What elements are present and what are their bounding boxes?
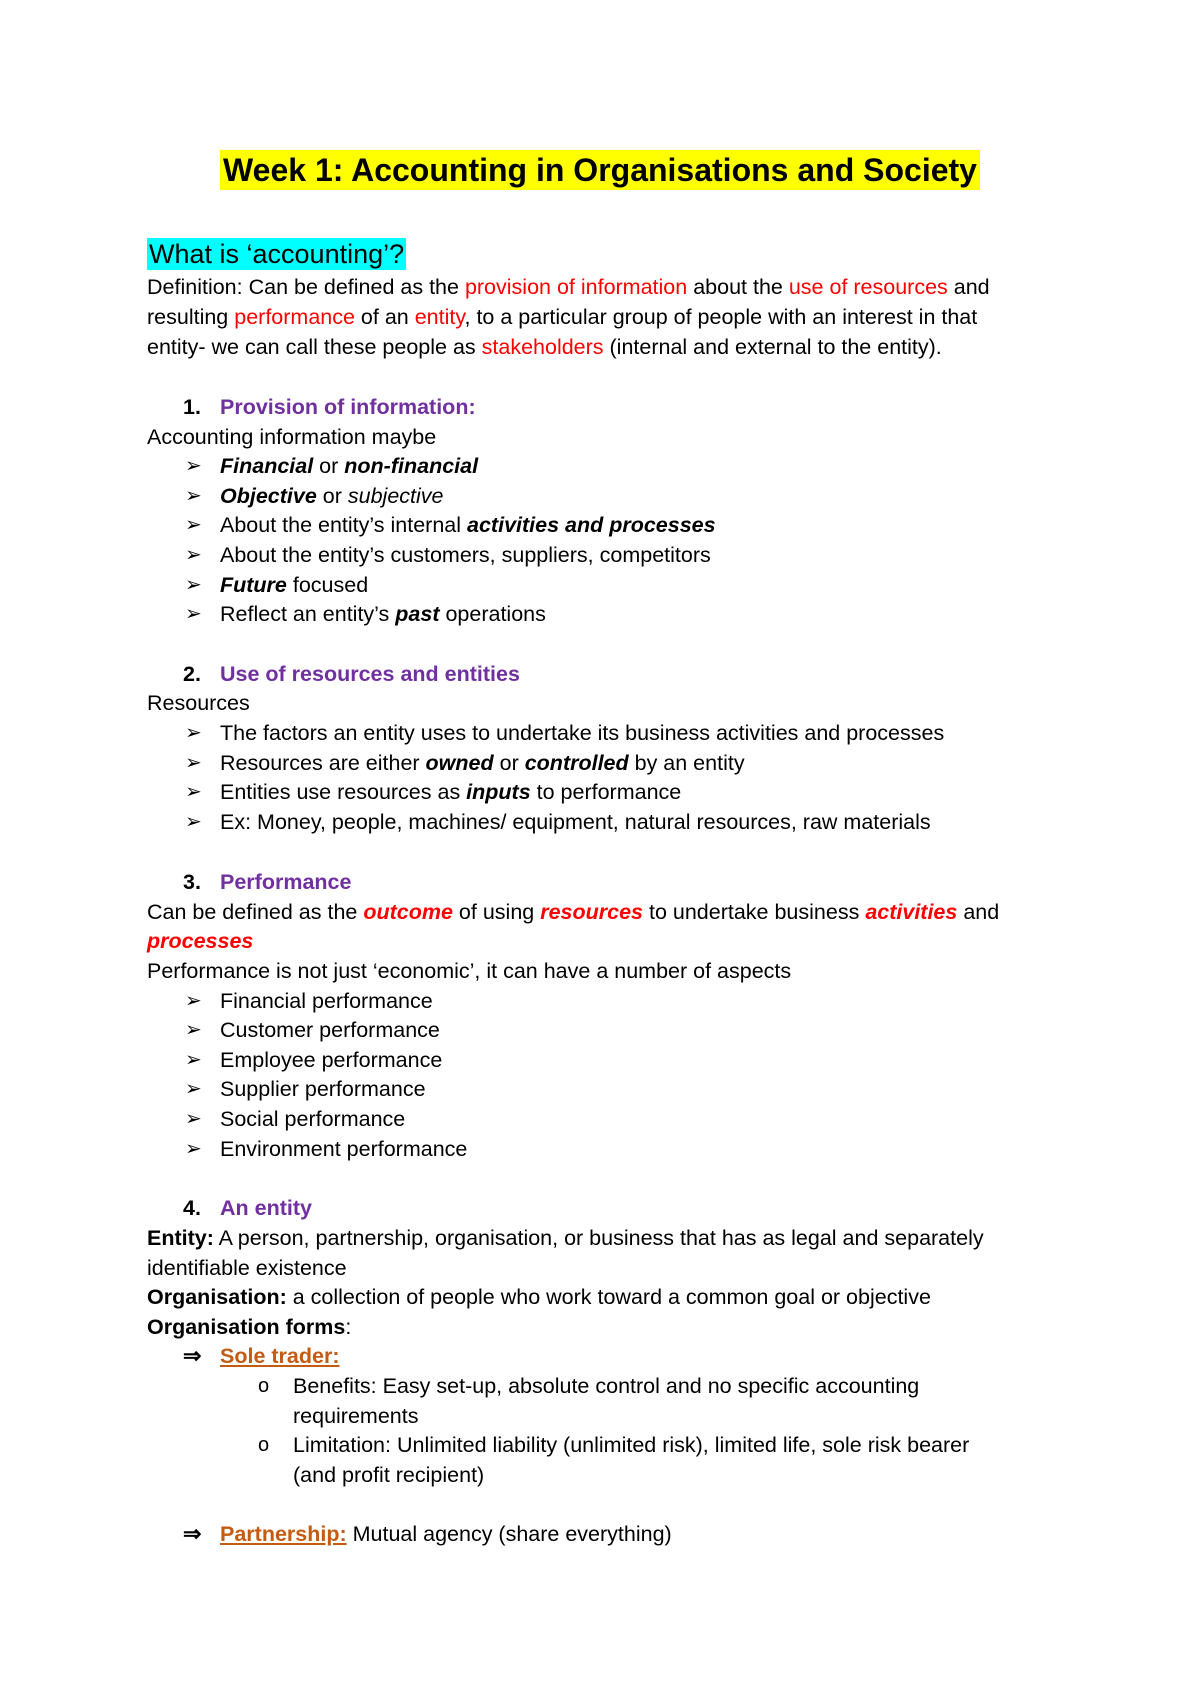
definition-line-1: [147, 273, 990, 301]
text: Objective: [220, 484, 317, 508]
text: About the entity’s internal: [220, 513, 468, 537]
double-arrow-icon: ⇒: [183, 1343, 202, 1368]
list-item: Supplier performance: [220, 1077, 426, 1101]
double-arrow-icon: ⇒: [183, 1521, 202, 1546]
performance-definition-line-1: [147, 898, 999, 926]
partnership-label: Partnership:: [220, 1522, 347, 1546]
section-2-intro: Resources: [147, 691, 250, 715]
highlight-term: provision of information: [464, 275, 688, 299]
text: inputs: [466, 780, 531, 804]
section-4-title: An entity: [220, 1196, 312, 1220]
list-item: [220, 778, 681, 806]
list-item: [220, 808, 931, 836]
document-title: Week 1: Accounting in Organisations and Society: [220, 150, 980, 190]
section-1-number: 1.: [183, 395, 201, 419]
text: by an entity: [628, 751, 745, 775]
section-heading: What is ‘accounting’?: [149, 239, 405, 269]
arrow-bullet-icon: ➢: [185, 485, 202, 507]
sole-trader-benefits: Benefits: Easy set-up, absolute control and no specific accounting: [293, 1374, 920, 1398]
section-3-intro: Performance is not just ‘economic’, it can have a number of aspects: [147, 959, 792, 983]
arrow-bullet-icon: ➢: [185, 722, 202, 744]
arrow-bullet-icon: ➢: [185, 752, 202, 774]
arrow-bullet-icon: ➢: [185, 1108, 202, 1130]
list-item: Financial performance: [220, 989, 433, 1013]
sole-trader-benefits-cont: requirements: [293, 1404, 419, 1428]
arrow-bullet-icon: ➢: [185, 514, 202, 536]
section-1-title: Provision of information:: [220, 395, 476, 419]
text: or: [493, 751, 525, 775]
highlight-term: outcome: [363, 900, 453, 924]
text: about the: [687, 275, 789, 299]
text: Mutual agency (share everything): [346, 1522, 672, 1546]
arrow-bullet-icon: ➢: [185, 811, 202, 833]
section-2-title: Use of resources and entities: [220, 662, 520, 686]
list-item: [220, 452, 478, 480]
highlight-term: activities: [865, 900, 958, 924]
text: subjective: [347, 484, 444, 508]
text: or: [316, 484, 348, 508]
text: non-financial: [344, 454, 479, 478]
text: Can be defined as the: [147, 900, 364, 924]
text: The factors an entity uses to undertake its business activities and processes: [220, 721, 945, 745]
list-item: [220, 482, 443, 510]
text: and: [957, 900, 1000, 924]
label: Entity:: [147, 1226, 214, 1250]
list-item: [220, 571, 368, 599]
text: Future: [220, 573, 287, 597]
highlight-term: processes: [147, 929, 254, 953]
text: to performance: [530, 780, 682, 804]
section-4-number: 4.: [183, 1196, 201, 1220]
text: resulting: [147, 305, 235, 329]
list-item: [220, 600, 546, 628]
entity-definition-line-1: [147, 1224, 984, 1252]
highlight-term: use of resources: [788, 275, 948, 299]
text: Resources are either: [220, 751, 426, 775]
organisation-forms-label: [147, 1313, 351, 1341]
section-1-intro: Accounting information maybe: [147, 425, 437, 449]
arrow-bullet-icon: ➢: [185, 1019, 202, 1041]
arrow-bullet-icon: ➢: [185, 990, 202, 1012]
highlight-term: performance: [234, 305, 355, 329]
title-container: [0, 150, 1200, 190]
list-item: [220, 719, 944, 747]
highlight-term: stakeholders: [481, 335, 604, 359]
section-3-title: Performance: [220, 870, 352, 894]
text: Entities use resources as: [220, 780, 467, 804]
list-item: [220, 511, 716, 539]
arrow-bullet-icon: ➢: [185, 1049, 202, 1071]
text: :: [345, 1315, 352, 1339]
list-item: [220, 749, 745, 777]
arrow-bullet-icon: ➢: [185, 781, 202, 803]
highlight-term: resources: [540, 900, 643, 924]
text: activities and processes: [467, 513, 716, 537]
label: Organisation:: [147, 1285, 287, 1309]
definition-line-2: [147, 303, 977, 331]
definition-line-3: [147, 333, 942, 361]
text: past: [395, 602, 440, 626]
sole-trader-label: Sole trader:: [220, 1344, 340, 1368]
text: Definition: Can be defined as the: [147, 275, 465, 299]
text: A person, partnership, organisation, or business that has as legal and separately: [213, 1226, 984, 1250]
text: or: [313, 454, 345, 478]
label: Organisation forms: [147, 1315, 346, 1339]
arrow-bullet-icon: ➢: [185, 544, 202, 566]
text: Financial: [220, 454, 314, 478]
text: to undertake business: [643, 900, 866, 924]
text: Reflect an entity’s: [220, 602, 396, 626]
arrow-bullet-icon: ➢: [185, 603, 202, 625]
text: of an: [354, 305, 415, 329]
circle-bullet-icon: o: [258, 1375, 270, 1397]
text: and: [947, 275, 990, 299]
circle-bullet-icon: o: [258, 1434, 270, 1456]
list-item: Customer performance: [220, 1018, 440, 1042]
list-item: [220, 541, 711, 569]
text: focused: [286, 573, 369, 597]
list-item: Environment performance: [220, 1137, 468, 1161]
list-item: Social performance: [220, 1107, 406, 1131]
text: a collection of people who work toward a common goal or objective: [286, 1285, 931, 1309]
text: owned: [425, 751, 494, 775]
text: (internal and external to the entity).: [603, 335, 942, 359]
partnership-item: [220, 1520, 672, 1548]
sole-trader-limitation: Limitation: Unlimited liability (unlimited risk), limited life, sole risk bearer: [293, 1433, 970, 1457]
entity-definition-line-2: identifiable existence: [147, 1256, 347, 1280]
text: About the entity’s customers, suppliers, competitors: [220, 543, 711, 567]
arrow-bullet-icon: ➢: [185, 455, 202, 477]
arrow-bullet-icon: ➢: [185, 1138, 202, 1160]
text: operations: [439, 602, 546, 626]
text: controlled: [524, 751, 629, 775]
text: entity- we can call these people as: [147, 335, 482, 359]
text: Ex: Money, people, machines/ equipment, natural resources, raw materials: [220, 810, 931, 834]
sole-trader-limitation-cont: (and profit recipient): [293, 1463, 485, 1487]
highlight-term: entity: [414, 305, 465, 329]
organisation-definition: [147, 1283, 931, 1311]
section-2-number: 2.: [183, 662, 201, 686]
text: , to a particular group of people with an interest in that: [464, 305, 978, 329]
performance-definition-line-2: [147, 927, 253, 955]
text: of using: [452, 900, 541, 924]
arrow-bullet-icon: ➢: [185, 1078, 202, 1100]
list-item: Employee performance: [220, 1048, 443, 1072]
arrow-bullet-icon: ➢: [185, 574, 202, 596]
section-3-number: 3.: [183, 870, 201, 894]
